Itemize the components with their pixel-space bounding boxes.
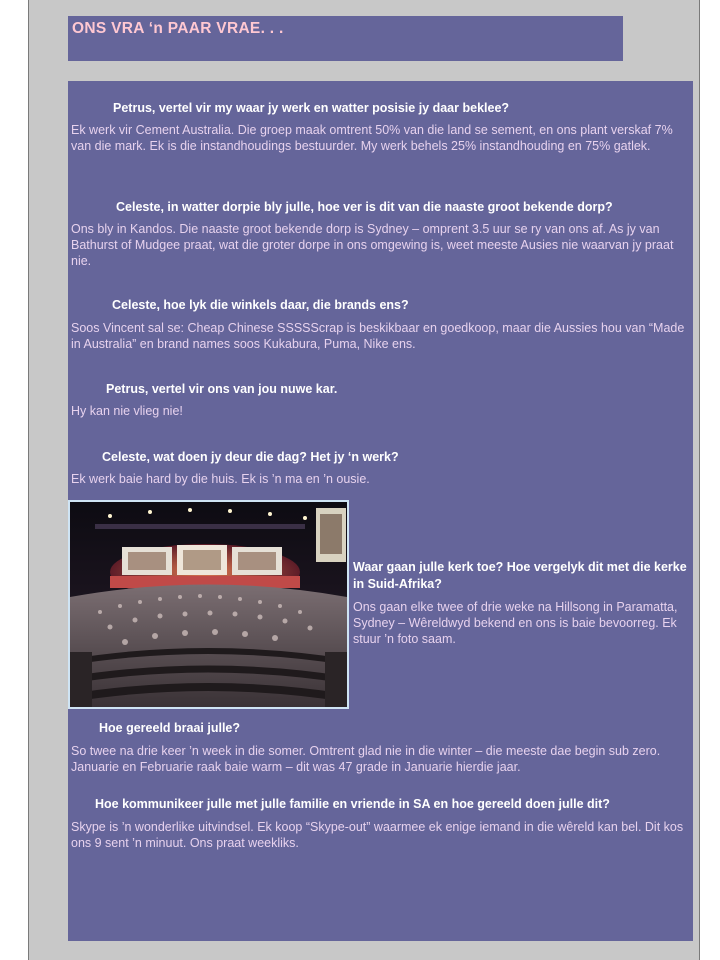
question-3: Celeste, hoe lyk die winkels daar, die brands ens?: [112, 298, 409, 312]
answer-4: Hy kan nie vlieg nie!: [71, 404, 183, 418]
page-title: ONS VRA ‘n PAAR VRAE. . .: [72, 20, 284, 37]
question-4: Petrus, vertel vir ons van jou nuwe kar.: [106, 382, 338, 396]
answer-8: Skype is ’n wonderlike uitvindsel. Ek koop “Skype-out” waarmee ek enige iemand in die wêreld kan bel. Dit kos ons 9 sent ’n minuut. Ons praat weekliks.: [71, 820, 684, 850]
question-1: Petrus, vertel vir my waar jy werk en watter posisie jy daar beklee?: [113, 101, 510, 115]
question-7: Hoe gereeld braai julle?: [99, 721, 241, 735]
question-6: Waar gaan julle kerk toe? Hoe vergelyk dit met die kerke in Suid-Afrika?: [353, 560, 687, 591]
question-2: Celeste, in watter dorpie bly julle, hoe ver is dit van die naaste groot bekende dorp?: [116, 200, 613, 214]
title-banner: [68, 16, 623, 61]
answer-3: Soos Vincent sal se: Cheap Chinese SSSSScrap is beskikbaar en goedkoop, maar die Aussies hou van “Made in Australia” en brand names soos Kukabura, Puma, Nike ens.: [71, 321, 685, 351]
answer-7: So twee na drie keer ’n week in die somer. Omtrent glad nie in die winter – die meeste dae begin sub zero. Januarie en Februarie raak baie warm – dit was 47 grade in Januarie hierdie jaar.: [71, 744, 661, 774]
answer-2: Ons bly in Kandos. Die naaste groot bekende dorp is Sydney – omprent 3.5 uur se ry van ons af. As jy van Bathurst of Mudgee praat, wat die groter dorpe in ons omgewing is, weet meeste Ausies nie waarvan jy praat nie.: [71, 222, 674, 268]
answer-5: Ek werk baie hard by die huis. Ek is ’n ma en ’n ousie.: [71, 472, 370, 486]
church-auditorium-photo: [68, 500, 349, 709]
question-5: Celeste, wat doen jy deur die dag? Het jy ‘n werk?: [102, 450, 399, 464]
answer-1: Ek werk vir Cement Australia. Die groep maak omtrent 50% van die land se sement, en ons plant verskaf 7% van die mark. Ek is die instandhoudings bestuurder. My werk behels 25% instandhouding en 75% gatlek.: [71, 123, 673, 153]
question-8: Hoe kommunikeer julle met julle familie en vriende in SA en hoe gereeld doen julle dit?: [95, 797, 610, 811]
answer-6: Ons gaan elke twee of drie weke na Hillsong in Paramatta, Sydney – Wêreldwyd bekend en ons is baie bevoorreg. Ek stuur ’n foto saam.: [353, 600, 678, 646]
